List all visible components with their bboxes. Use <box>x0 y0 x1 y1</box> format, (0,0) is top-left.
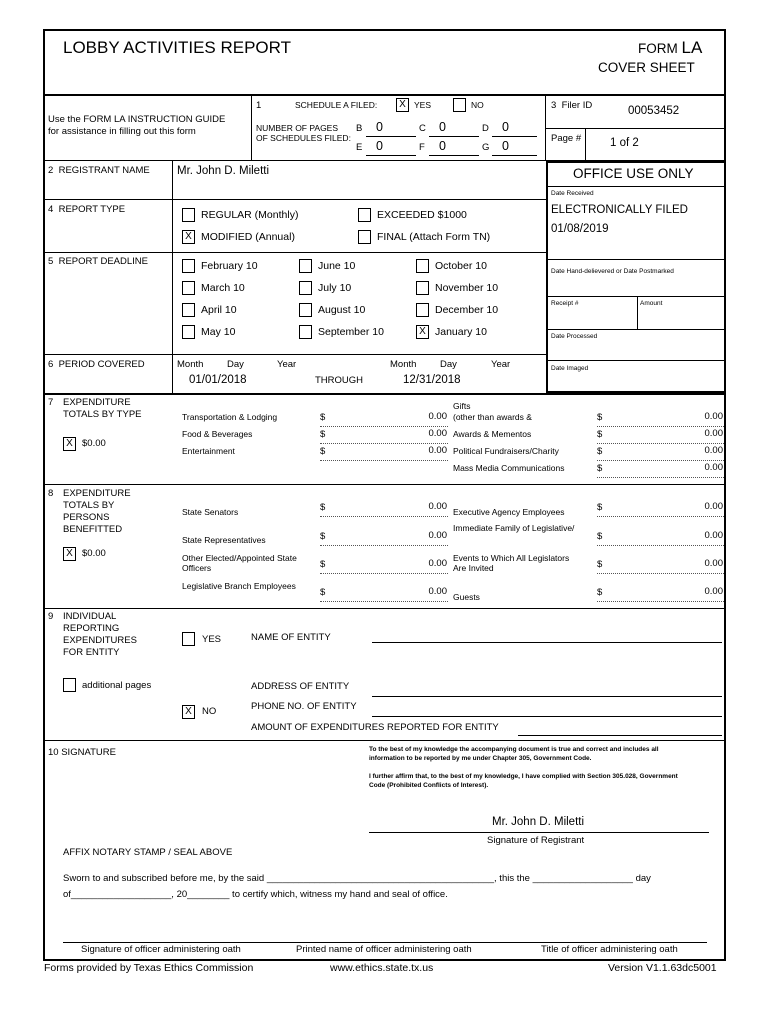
affirmation-text: Code (Prohibited Conflicts of Interest). <box>369 782 489 789</box>
final-checkbox[interactable] <box>358 230 371 244</box>
entity-yes-checkbox[interactable] <box>182 632 195 646</box>
persons-label: PERSONS <box>63 512 110 523</box>
amount-underline <box>597 426 724 427</box>
divider <box>547 296 725 297</box>
deadline-checkbox[interactable] <box>299 259 312 273</box>
date-imaged-label: Date Imaged <box>551 365 589 372</box>
deadline-label: September 10 <box>318 326 384 338</box>
deadline-checkbox[interactable] <box>416 281 429 295</box>
pages-d-label: D <box>482 123 489 134</box>
deadline-label: January 10 <box>435 326 487 338</box>
persons-type-label: Events to Which All Legislators <box>453 553 570 563</box>
deadline-checkbox[interactable] <box>416 303 429 317</box>
entity-label: FOR ENTITY <box>63 647 120 658</box>
expense-amount: 0.00 <box>704 462 723 473</box>
persons-label: EXPENDITURE <box>63 488 131 499</box>
persons-total-checkbox[interactable]: X <box>63 547 76 561</box>
amount-underline <box>320 601 448 602</box>
sworn-statement: of___________________, 20________ to certify which, witness my hand and seal of office. <box>63 889 448 900</box>
expenditure-type-label: TOTALS BY TYPE <box>63 409 142 420</box>
expense-amount: 0.00 <box>428 428 447 439</box>
schedule-yes-label: YES <box>414 100 432 110</box>
entity-no-checkbox[interactable]: X <box>182 705 195 719</box>
registrant-name-label: 2 REGISTRANT NAME <box>48 165 150 176</box>
persons-amount: 0.00 <box>428 530 447 541</box>
pages-label: OF SCHEDULES FILED: <box>256 133 351 143</box>
pages-c-label: C <box>419 123 426 134</box>
currency-symbol: $ <box>320 429 326 440</box>
expense-type-label: Transportation & Lodging <box>182 412 278 422</box>
divider <box>547 186 725 187</box>
expense-type-label: Mass Media Communications <box>453 463 565 473</box>
report-deadline-label: 5 REPORT DEADLINE <box>48 256 148 267</box>
pages-g-value[interactable]: 0 <box>502 139 509 153</box>
currency-symbol: $ <box>597 463 603 474</box>
exceeded-checkbox[interactable] <box>358 208 371 222</box>
schedule-no-label: NO <box>471 100 484 110</box>
sworn-statement: Sworn to and subscribed before me, by the said ___________________________________________, this the ___________________ day <box>63 873 651 884</box>
hand-delivered-label: Date Hand-delievered or Date Postmarked <box>551 268 674 275</box>
divider <box>251 95 252 160</box>
amount-underline <box>597 573 724 574</box>
expense-amount: 0.00 <box>704 411 723 422</box>
expense-amount: 0.00 <box>704 445 723 456</box>
amount-underline <box>320 460 448 461</box>
entity-no-label: NO <box>202 706 217 717</box>
persons-type-label: Other Elected/Appointed State <box>182 553 297 563</box>
persons-type-label: Immediate Family of Legislative/ <box>453 523 575 533</box>
section-number: 1 <box>256 100 262 111</box>
to-year-label: Year <box>491 359 511 370</box>
persons-total: $0.00 <box>82 548 106 559</box>
to-month-label: Month <box>390 359 417 370</box>
divider <box>43 354 546 355</box>
filer-id-value: 00053452 <box>628 105 680 117</box>
type-total-checkbox[interactable]: X <box>63 437 76 451</box>
final-label: FINAL (Attach Form TN) <box>377 231 491 243</box>
divider <box>43 608 726 609</box>
expense-type-label: Awards & Mementos <box>453 429 532 439</box>
form-code: LA <box>681 38 703 57</box>
deadline-checkbox[interactable] <box>299 325 312 339</box>
entity-label: EXPENDITURES <box>63 635 137 646</box>
persons-type-label: Executive Agency Employees <box>453 507 565 517</box>
instruction-line: for assistance in filling out this form <box>48 126 196 137</box>
divider <box>547 259 725 260</box>
deadline-label: June 10 <box>318 260 356 272</box>
pages-b-value[interactable]: 0 <box>376 120 383 134</box>
entity-amount-label: AMOUNT OF EXPENDITURES REPORTED FOR ENTITY <box>251 722 499 733</box>
underline <box>429 155 479 156</box>
deadline-checkbox[interactable] <box>182 259 195 273</box>
entity-label: REPORTING <box>63 623 120 634</box>
report-type-label: 4 REPORT TYPE <box>48 204 126 215</box>
entity-yes-label: YES <box>202 634 222 645</box>
divider <box>43 94 726 96</box>
amount-underline <box>597 460 724 461</box>
exceeded-label: EXCEEDED $1000 <box>377 209 467 221</box>
additional-pages-label: additional pages <box>82 680 152 691</box>
regular-label: REGULAR (Monthly) <box>201 209 299 221</box>
expense-amount: 0.00 <box>704 428 723 439</box>
amount-underline <box>320 545 448 546</box>
signature-caption: Signature of Registrant <box>487 835 585 846</box>
currency-symbol: $ <box>320 446 326 457</box>
deadline-label: August 10 <box>318 304 366 316</box>
persons-label: TOTALS BY <box>63 500 115 511</box>
regular-checkbox[interactable] <box>182 208 195 222</box>
deadline-label: November 10 <box>435 282 499 294</box>
underline <box>492 136 537 137</box>
registrant-name-value[interactable]: Mr. John D. Miletti <box>177 165 270 177</box>
filing-date: 01/08/2019 <box>551 223 609 235</box>
section-number: 9 <box>48 611 54 622</box>
amount-underline <box>320 516 448 517</box>
additional-pages-checkbox[interactable] <box>63 678 76 692</box>
pages-e-label: E <box>356 142 363 153</box>
page-number-value: 1 of 2 <box>610 137 639 149</box>
amount-underline <box>320 426 448 427</box>
deadline-label: March 10 <box>201 282 245 294</box>
entity-label: INDIVIDUAL <box>63 611 117 622</box>
deadline-label: December 10 <box>435 304 499 316</box>
underline <box>366 136 416 137</box>
divider <box>637 296 638 329</box>
pages-f-value[interactable]: 0 <box>439 139 446 153</box>
entity-name-field[interactable] <box>372 642 722 643</box>
signature-line <box>369 832 709 833</box>
expense-type-label: Entertainment <box>182 446 235 456</box>
schedule-yes-checkbox[interactable]: X <box>396 98 409 112</box>
deadline-label: October 10 <box>435 260 487 272</box>
deadline-checkbox[interactable]: X <box>416 325 429 339</box>
form-title: LOBBY ACTIVITIES REPORT <box>63 38 291 57</box>
underline <box>492 155 537 156</box>
footer-left: Forms provided by Texas Ethics Commission <box>44 962 254 974</box>
currency-symbol: $ <box>320 559 326 570</box>
amount-underline <box>320 443 448 444</box>
page-number-label: Page # <box>551 133 582 144</box>
persons-type-label: Are Invited <box>453 563 494 573</box>
receipt-label: Receipt # <box>551 300 579 307</box>
entity-address-field[interactable] <box>372 696 722 697</box>
persons-type-label: State Senators <box>182 507 239 517</box>
period-from[interactable]: 01/01/2018 <box>189 374 247 386</box>
divider <box>547 360 725 361</box>
divider <box>43 484 726 485</box>
deadline-checkbox[interactable] <box>299 281 312 295</box>
underline <box>366 155 416 156</box>
schedule-no-checkbox[interactable] <box>453 98 466 112</box>
amount-underline <box>597 477 724 478</box>
persons-amount: 0.00 <box>704 501 723 512</box>
persons-amount: 0.00 <box>704 558 723 569</box>
form-label: FORM LA <box>638 38 703 57</box>
persons-amount: 0.00 <box>704 586 723 597</box>
currency-symbol: $ <box>597 559 603 570</box>
persons-label: BENEFITTED <box>63 524 123 535</box>
currency-symbol: $ <box>320 502 326 513</box>
schedule-a-label: SCHEDULE A FILED: <box>295 100 378 110</box>
persons-type-label: Guests <box>453 592 480 602</box>
currency-symbol: $ <box>320 587 326 598</box>
deadline-checkbox[interactable] <box>182 325 195 339</box>
from-day-label: Day <box>227 359 244 370</box>
amount-underline <box>597 443 724 444</box>
currency-symbol: $ <box>597 502 603 513</box>
officer-signature-caption: Signature of officer administering oath <box>81 944 241 955</box>
signature-section-label: 10 SIGNATURE <box>48 747 116 758</box>
divider <box>172 160 173 393</box>
expense-type-label: Food & Beverages <box>182 429 253 439</box>
amount-underline <box>320 573 448 574</box>
officer-name-caption: Printed name of officer administering oath <box>296 944 472 955</box>
entity-phone-field[interactable] <box>372 716 722 717</box>
from-year-label: Year <box>277 359 297 370</box>
filing-status: ELECTRONICALLY FILED <box>551 204 688 216</box>
section-number: 7 <box>48 397 54 408</box>
deadline-checkbox[interactable] <box>182 303 195 317</box>
expense-amount: 0.00 <box>428 445 447 456</box>
footer-link[interactable]: www.ethics.state.tx.us <box>330 962 434 974</box>
period-to[interactable]: 12/31/2018 <box>403 374 461 386</box>
pages-label: NUMBER OF PAGES <box>256 123 339 133</box>
entity-name-label: NAME OF ENTITY <box>251 632 331 643</box>
divider <box>43 199 546 200</box>
cover-sheet-label: COVER SHEET <box>598 60 695 75</box>
entity-phone-label: PHONE NO. OF ENTITY <box>251 701 357 712</box>
filer-id-label: 3 Filer ID <box>551 100 593 111</box>
officer-title-caption: Title of officer administering oath <box>541 944 678 955</box>
persons-type-label: Officers <box>182 563 212 573</box>
notary-label: AFFIX NOTARY STAMP / SEAL ABOVE <box>63 847 233 858</box>
affirmation-text: information to be reported by me under Chapter 305, Government Code. <box>369 755 592 762</box>
deadline-label: May 10 <box>201 326 236 338</box>
type-total: $0.00 <box>82 438 106 449</box>
affirmation-text: To the best of my knowledge the accompanying document is true and correct and includes all <box>369 746 659 753</box>
officer-line <box>63 942 707 943</box>
date-processed-label: Date Processed <box>551 333 598 340</box>
entity-amount-field[interactable] <box>518 735 722 736</box>
pages-b-label: B <box>356 123 363 134</box>
deadline-label: February 10 <box>201 260 258 272</box>
deadline-label: July 10 <box>318 282 352 294</box>
modified-label: MODIFIED (Annual) <box>201 231 295 243</box>
amount-underline <box>597 516 724 517</box>
currency-symbol: $ <box>597 531 603 542</box>
modified-checkbox[interactable]: X <box>182 230 195 244</box>
persons-amount: 0.00 <box>428 558 447 569</box>
footer-version: Version V1.1.63dc5001 <box>608 962 717 974</box>
divider <box>585 128 586 160</box>
to-day-label: Day <box>440 359 457 370</box>
through-label: THROUGH <box>315 375 364 386</box>
expenditure-type-label: EXPENDITURE <box>63 397 131 408</box>
pages-f-label: F <box>419 142 425 153</box>
pages-e-value[interactable]: 0 <box>376 139 383 153</box>
persons-amount: 0.00 <box>704 530 723 541</box>
deadline-label: April 10 <box>201 304 237 316</box>
from-month-label: Month <box>177 359 204 370</box>
office-use-title: OFFICE USE ONLY <box>573 166 694 181</box>
underline <box>429 136 479 137</box>
amount-underline <box>597 545 724 546</box>
amount-label: Amount <box>640 300 663 307</box>
divider <box>545 128 726 129</box>
persons-amount: 0.00 <box>428 586 447 597</box>
expense-amount: 0.00 <box>428 411 447 422</box>
deadline-checkbox[interactable] <box>182 281 195 295</box>
currency-symbol: $ <box>597 446 603 457</box>
persons-type-label: State Representatives <box>182 535 266 545</box>
deadline-checkbox[interactable] <box>299 303 312 317</box>
gifts-label: Gifts <box>453 401 471 411</box>
entity-address-label: ADDRESS OF ENTITY <box>251 681 350 692</box>
divider <box>43 393 726 395</box>
divider <box>43 740 726 741</box>
pages-d-value[interactable]: 0 <box>502 120 509 134</box>
registrant-signature[interactable]: Mr. John D. Miletti <box>492 816 585 828</box>
date-received-label: Date Received <box>551 190 594 197</box>
divider <box>43 252 546 253</box>
expense-type-label: (other than awards & <box>453 412 532 422</box>
pages-c-value[interactable]: 0 <box>439 120 446 134</box>
currency-symbol: $ <box>320 412 326 423</box>
currency-symbol: $ <box>597 412 603 423</box>
instruction-line: Use the FORM LA INSTRUCTION GUIDE <box>48 114 226 125</box>
currency-symbol: $ <box>320 531 326 542</box>
persons-type-label: Legislative Branch Employees <box>182 581 296 591</box>
divider <box>547 329 725 330</box>
deadline-checkbox[interactable] <box>416 259 429 273</box>
pages-g-label: G <box>482 142 490 153</box>
currency-symbol: $ <box>597 587 603 598</box>
expense-type-label: Political Fundraisers/Charity <box>453 446 559 456</box>
section-number: 8 <box>48 488 54 499</box>
period-covered-label: 6 PERIOD COVERED <box>48 359 145 370</box>
affirmation-text: I further affirm that, to the best of my knowledge, I have complied with Section 305.028, Government <box>369 773 678 780</box>
amount-underline <box>597 601 724 602</box>
currency-symbol: $ <box>597 429 603 440</box>
persons-amount: 0.00 <box>428 501 447 512</box>
